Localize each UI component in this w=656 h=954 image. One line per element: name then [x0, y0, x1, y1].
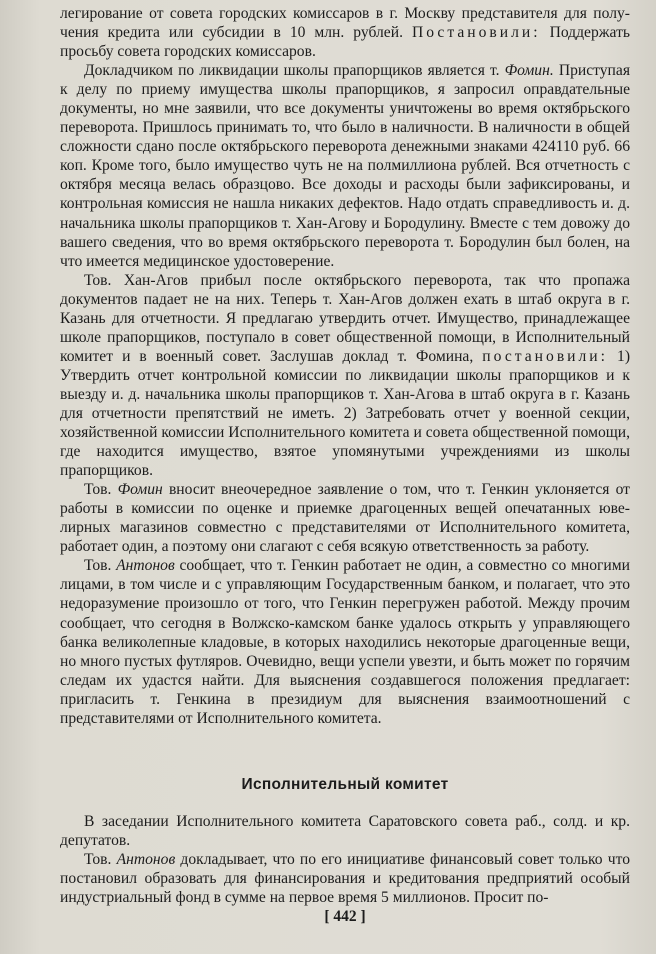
section-heading: Исполнительный комитет: [241, 775, 449, 793]
paragraph-3: Тов. Хан-Агов прибыл после октябрьского переворота, так что пропажа документов падает не на них. Теперь т. Хан-Агов должен ехать в штаб округа в г. Казань для отчетности. Я предлагаю утвердить отчет. Имущество, принадлежащее школе прапорщиков, поступало в совет общественной помощи, в Исполнительный комитет и в военный совет. Заслушав доклад т. Фомина, постановили: 1) Утвердить отчет контрольной комиссии по ликвидации школы прапорщиков и к выезду и. д. начальника школы прапорщиков т. Хан-Агова в штаб округа в г. Казань для отчетности препятствий не иметь. 2) Затребовать отчет у военной секции, хозяйственной комиссии Исполнительного комитета и совета общественной помощи, где находится имущество, взятое упомянутыми учреждениями из школы прапорщиков.: [60, 271, 631, 480]
speaker-name: Антонов: [116, 557, 175, 575]
paragraph-4: Тов. Фомин вносит внеочередное заявление о том, что т. Генкин уклоняется от работы в комиссии по оценке и приемке драгоценных вещей опечатанных ювелирных магазинов совместно с представителями от Исполнительного комитета, работает один, а поэтому они слагают с себя всякую ответственность за работу.: [60, 481, 630, 556]
resolution-label: постановили:: [482, 347, 608, 365]
paragraph-2: Докладчиком по ликвидации школы прапорщиков является т. Фомин. Приступая к делу по приему имущества школы прапорщиков, я запросил оправдательные документы, но мне заявили, что все документы уничтожены во время октябрьского переворота. Пришлось принимать то, что было в наличности. В наличности в общей сложности сдано после октябрьского переворота денежными знаками 424110 руб. 66 коп. Кроме того, было имущество чуть не на полмиллиона рублей. Вся отчетность с октября месяца велась образцово. Все доходы и расходы были зафиксированы, и контрольная комиссия не нашла никаких дефектов. Надо отдать справедливость и. д. начальника школы прапорщиков т. Хан-Агову и Бородулину. Вместе с тем довожу до вашего сведения, что во время октябрьского переворота т. Бородулин был болен, на что имеется медицинское удостоверение.: [60, 62, 630, 270]
document-body: [60, 4, 630, 907]
paragraph-7: Тов. Антонов докладывает, что по его инициативе финансовый совет только что постановил образовать для финансирования и кредитования предприятий особый индустриальный фонд в сумме на первое время 5 миллионов. Просит по-: [60, 850, 630, 906]
paragraph-6: В заседании Исполнительного комитета Саратовского совета раб., солд. и кр. депутатов.: [60, 812, 630, 849]
paragraph-1: легирование от совета городских комиссаров в г. Москву представителя для получения кредита или субсидии в 10 млн. рублей. Постановили: Поддержать просьбу совета городских комиссаров.: [60, 5, 630, 61]
paragraph-5: Тов. Антонов сообщает, что т. Генкин работает не один, а совместно со многими лицами, в том числе и с управляющим Государственным банком, и полагает, что это недоразумение произошло от того, что Генкин перегружен работой. Между прочим сообщает, что сегодня в Волжско-камском банке удалось открыть у управляющего банка великолепные кладовые, в которых находились некоторые драгоценные вещи, но много пустых футляров. Очевидно, вещи успели увезти, и быть может по горячим следам их удастся найти. Для выяснения создавшегося положения предлагает: пригласить т. Генкина в президиум для выяснения взаимоотношений с представителями от Исполнительного комитета.: [60, 557, 630, 727]
resolution-label: Постановили:: [411, 24, 541, 42]
page-number: [ 442 ]: [324, 908, 366, 925]
speaker-name: Фомин: [117, 481, 163, 499]
speaker-name: Антонов: [116, 850, 176, 868]
speaker-name: Фомин.: [504, 62, 554, 80]
